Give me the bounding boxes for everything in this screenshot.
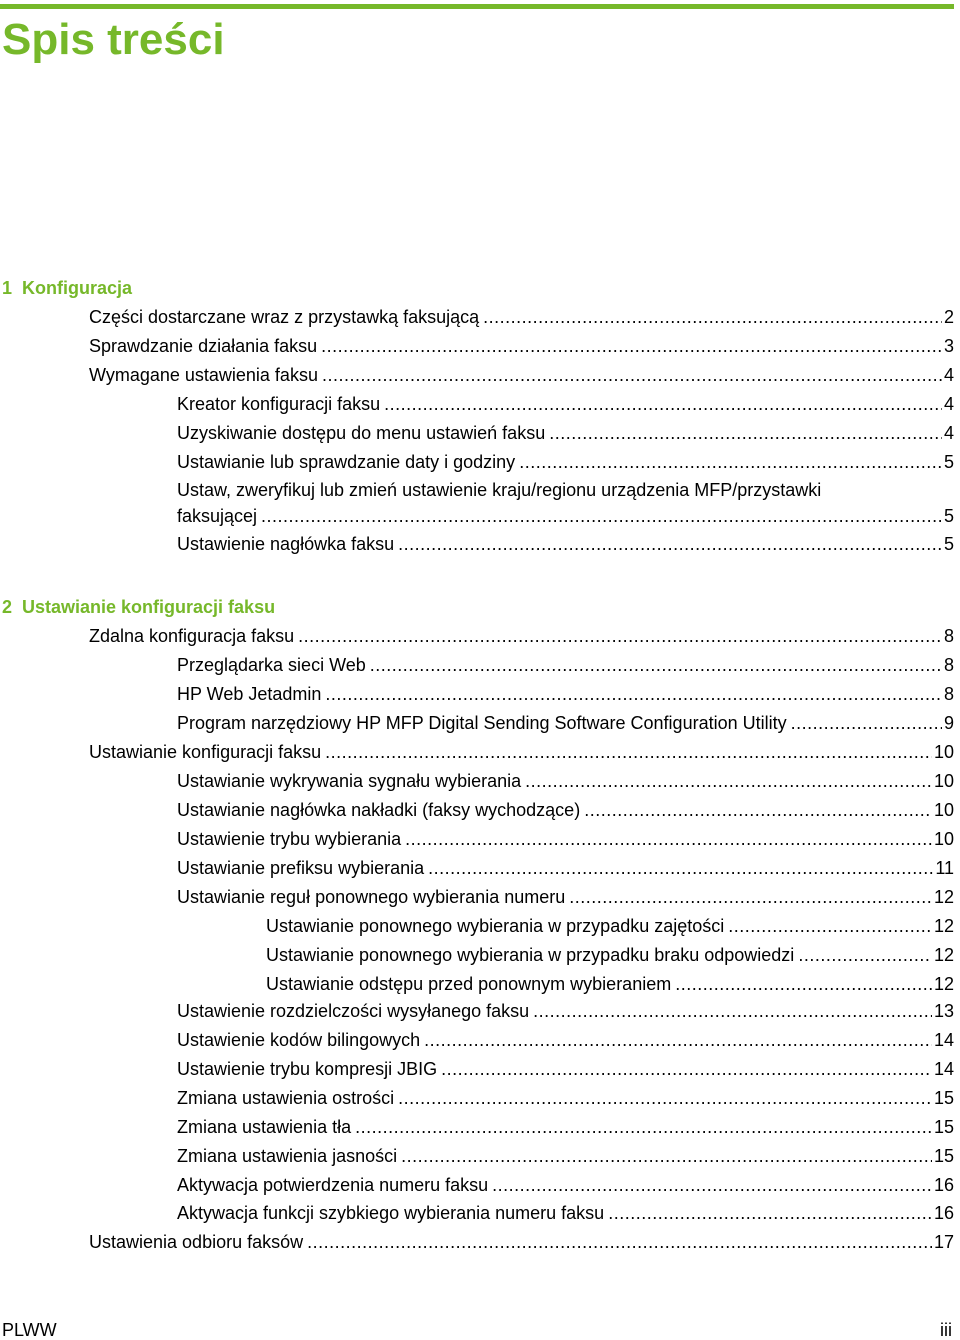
toc-entry[interactable] (177, 1056, 954, 1080)
toc-entry-label: Zmiana ustawienia tła (177, 1117, 352, 1137)
toc-entry-label: Zmiana ustawienia ostrości (177, 1088, 395, 1108)
toc-entry-label: Zmiana ustawienia jasności (177, 1146, 398, 1166)
toc-entry[interactable] (177, 998, 954, 1022)
dot-leader (322, 364, 942, 386)
toc-page-number: 4 (943, 423, 954, 443)
toc-entry-label: Ustawienie trybu kompresji JBIG (177, 1059, 438, 1079)
dot-leader (519, 451, 942, 473)
toc-page-number: 5 (943, 506, 954, 526)
dot-leader (492, 1174, 932, 1196)
dot-leader (525, 770, 932, 792)
toc-entry[interactable] (177, 855, 954, 879)
toc-entry[interactable] (89, 623, 954, 647)
toc-entry-label: Ustawianie ponownego wybierania w przypadku zajętości (266, 916, 725, 936)
dot-leader (325, 683, 942, 705)
page-title: Spis treści (2, 15, 225, 64)
toc-entry-label: Zdalna konfiguracja faksu (89, 626, 295, 646)
toc-entry[interactable] (177, 420, 954, 444)
toc-page-number: 13 (933, 1001, 954, 1021)
dot-leader (728, 915, 932, 937)
toc-page-number: 2 (943, 307, 954, 327)
chapter-1-heading[interactable] (2, 277, 132, 299)
dot-leader (569, 886, 932, 908)
chapter-title: Ustawianie konfiguracji faksu (22, 597, 276, 617)
footer-locale-code: PLWW (2, 1320, 57, 1340)
toc-entry-label: Wymagane ustawienia faksu (89, 365, 318, 385)
toc-page-number: 10 (933, 829, 954, 849)
toc-entry-label: Ustawianie ponownego wybierania w przypadku braku odpowiedzi (266, 945, 795, 965)
dot-leader (428, 857, 933, 879)
chapter-2-heading[interactable] (2, 596, 275, 618)
toc-page-number: 15 (933, 1088, 954, 1108)
dot-leader (608, 1202, 932, 1224)
dot-leader (584, 799, 932, 821)
toc-page-number: 17 (933, 1232, 954, 1252)
toc-entry-label: Ustawienie nagłówka faksu (177, 534, 395, 554)
dot-leader (424, 1029, 932, 1051)
toc-entry[interactable] (177, 449, 954, 473)
toc-entry-label: Aktywacja funkcji szybkiego wybierania numeru faksu (177, 1203, 605, 1223)
toc-entry-label: Program narzędziowy HP MFP Digital Sending Software Configuration Utility (177, 713, 787, 733)
toc-entry[interactable] (177, 503, 954, 527)
dot-leader (298, 625, 942, 647)
toc-entry[interactable] (177, 1085, 954, 1109)
toc-entry[interactable] (177, 710, 954, 734)
toc-page-number: 16 (933, 1203, 954, 1223)
dot-leader (398, 533, 942, 555)
toc-entry-label: Ustawianie nagłówka nakładki (faksy wychodzące) (177, 800, 581, 820)
toc-page-number: 10 (933, 742, 954, 762)
toc-entry-label-line1[interactable]: Ustaw, zweryfikuj lub zmień ustawienie kraju/regionu urządzenia MFP/przystawki (177, 480, 822, 500)
toc-entry[interactable] (89, 333, 954, 357)
toc-page-number: 12 (933, 916, 954, 936)
toc-entry-label: Ustawianie konfiguracji faksu (89, 742, 322, 762)
dot-leader (398, 1087, 932, 1109)
chapter-title: Konfiguracja (22, 278, 133, 298)
toc-page-number: 3 (943, 336, 954, 356)
toc-entry-label: Ustawianie odstępu przed ponownym wybieraniem (266, 974, 672, 994)
toc-page-number: 14 (933, 1059, 954, 1079)
dot-leader (307, 1231, 932, 1253)
toc-entry-label: Ustawianie lub sprawdzanie daty i godziny (177, 452, 516, 472)
toc-page-number: 8 (943, 684, 954, 704)
chapter-number: 2 (2, 597, 13, 617)
toc-entry-label: Sprawdzanie działania faksu (89, 336, 318, 356)
toc-entry-label: Ustawienie rozdzielczości wysyłanego faksu (177, 1001, 530, 1021)
toc-entry-label: Przeglądarka sieci Web (177, 655, 366, 675)
toc-entry-label: Ustawienia odbioru faksów (89, 1232, 304, 1252)
toc-entry-label: Części dostarczane wraz z przystawką faksującą (89, 307, 480, 327)
toc-entry[interactable] (177, 681, 954, 705)
toc-page-number: 15 (933, 1146, 954, 1166)
toc-entry[interactable] (266, 971, 954, 995)
dot-leader (405, 828, 932, 850)
toc-page-number: 5 (943, 452, 954, 472)
toc-entry[interactable] (177, 1143, 954, 1167)
toc-page-number: 9 (943, 713, 954, 733)
toc-entry[interactable] (89, 739, 954, 763)
toc-entry-label: Ustawienie trybu wybierania (177, 829, 402, 849)
toc-page-number: 12 (933, 945, 954, 965)
toc-page-number: 5 (943, 534, 954, 554)
toc-page-number: 14 (933, 1030, 954, 1050)
toc-entry[interactable] (177, 1200, 954, 1224)
dot-leader (401, 1145, 932, 1167)
dot-leader (791, 712, 942, 734)
dot-leader (549, 422, 942, 444)
toc-entry-label: Ustawianie reguł ponownego wybierania numeru (177, 887, 566, 907)
toc-entry[interactable] (266, 913, 954, 937)
dot-leader (483, 306, 942, 328)
toc-page-number: 12 (933, 974, 954, 994)
toc-page-number: 10 (933, 771, 954, 791)
toc-entry[interactable] (177, 391, 954, 415)
toc-page-number: 8 (943, 655, 954, 675)
toc-page-number: 10 (933, 800, 954, 820)
toc-entry-label: faksującej (177, 506, 258, 526)
dot-leader (261, 505, 942, 527)
toc-page-number: 15 (933, 1117, 954, 1137)
toc-entry[interactable] (89, 1229, 954, 1253)
dot-leader (355, 1116, 932, 1138)
toc-page-number: 4 (943, 365, 954, 385)
toc-entry[interactable] (177, 884, 954, 908)
toc-entry-label: HP Web Jetadmin (177, 684, 322, 704)
toc-entry[interactable] (177, 652, 954, 676)
dot-leader (384, 393, 942, 415)
toc-entry[interactable] (177, 797, 954, 821)
toc-page-number: 16 (933, 1175, 954, 1195)
toc-entry[interactable] (177, 1172, 954, 1196)
toc-page-number: 12 (933, 887, 954, 907)
toc-page-number: 11 (935, 858, 954, 878)
dot-leader (441, 1058, 932, 1080)
toc-entry[interactable] (177, 826, 954, 850)
chapter-number: 1 (2, 278, 13, 298)
toc-entry[interactable] (177, 531, 954, 555)
footer-page-number: iii (940, 1320, 952, 1340)
toc-entry-label: Aktywacja potwierdzenia numeru faksu (177, 1175, 489, 1195)
toc-page-number: 4 (943, 394, 954, 414)
toc-entry-label: Ustawianie prefiksu wybierania (177, 858, 425, 878)
dot-leader (798, 944, 932, 966)
toc-entry[interactable] (89, 304, 954, 328)
toc-entry-label: Kreator konfiguracji faksu (177, 394, 381, 414)
toc-entry[interactable] (177, 1027, 954, 1051)
toc-entry-label: Ustawienie kodów bilingowych (177, 1030, 421, 1050)
dot-leader (533, 1000, 932, 1022)
dot-leader (370, 654, 942, 676)
dot-leader (325, 741, 932, 763)
toc-entry[interactable] (89, 362, 954, 386)
title-rule (0, 4, 954, 9)
dot-leader (675, 973, 932, 995)
toc-page-number: 8 (943, 626, 954, 646)
toc-entry[interactable] (177, 768, 954, 792)
toc-entry[interactable] (266, 942, 954, 966)
toc-entry[interactable] (177, 1114, 954, 1138)
toc-entry-label: Uzyskiwanie dostępu do menu ustawień faksu (177, 423, 546, 443)
toc-entry-label: Ustawianie wykrywania sygnału wybierania (177, 771, 522, 791)
dot-leader (321, 335, 942, 357)
